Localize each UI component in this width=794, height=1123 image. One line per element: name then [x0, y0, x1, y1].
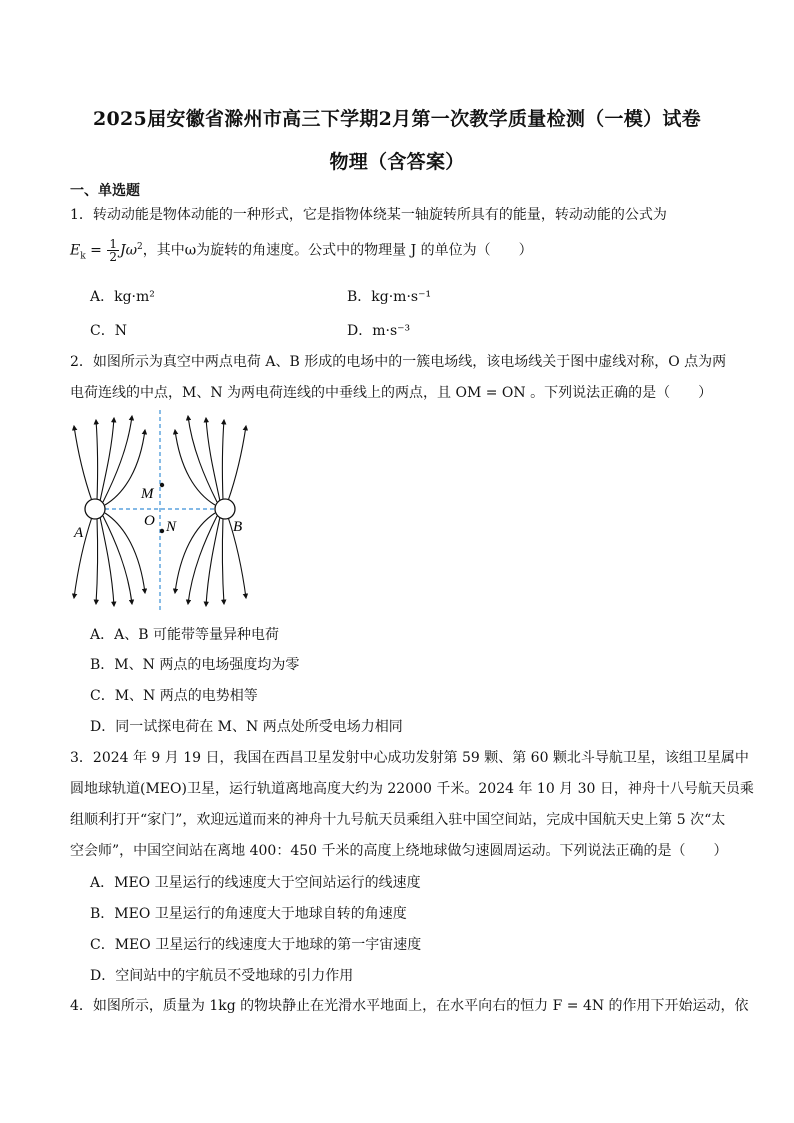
- q2-text-line1: 2．如图所示为真空中两点电荷 A、B 形成的电场中的一簇电场线，该电场线关于图中虚线对称，O 点为两: [70, 354, 727, 370]
- q2-option-d[interactable]: D．同一试探电荷在 M、N 两点处所受电场力相同: [90, 719, 403, 735]
- q1-formula-rhs: Jω: [119, 242, 138, 259]
- q1-option-c[interactable]: C．N: [90, 323, 127, 339]
- field-line: [206, 418, 220, 501]
- q1-formula-sup: 2: [137, 241, 143, 252]
- q1-text-line2: ，其中ω为旋转的角速度。公式中的物理量 J 的单位为（ ）: [142, 242, 533, 259]
- q1-formula-lhs: E: [70, 242, 81, 259]
- field-line: [103, 416, 132, 502]
- q1-formula-denominator: 2: [109, 250, 117, 264]
- q1-formula-line: [70, 238, 533, 263]
- q3-text-line4: 空会师”，中国空间站在离地 400：450 千米的高度上绕地球做匀速圆周运动。下列说法正确的是（ ）: [70, 843, 728, 859]
- field-line: [105, 513, 145, 593]
- field-line: [74, 426, 92, 501]
- label-a: A: [74, 525, 84, 541]
- label-o: O: [144, 513, 155, 529]
- label-n: N: [166, 519, 177, 535]
- field-line: [206, 517, 220, 606]
- q1-option-a[interactable]: A．kg·m²: [90, 289, 155, 305]
- q4-text-line1: 4．如图所示，质量为 1kg 的物块静止在光滑水平地面上，在水平向右的恒力 F = 4N 的作用下开始运动，依: [70, 998, 749, 1014]
- q1-text-line1: 1．转动动能是物体动能的一种形式，它是指物体绕某一轴旋转所具有的能量，转动动能的公式为: [70, 207, 667, 223]
- document-title-line1: 2025届安徽省滁州市高三下学期2月第一次教学质量检测（一模）试卷: [92, 108, 701, 130]
- q3-text-line1: 3．2024 年 9 月 19 日，我国在西昌卫星发射中心成功发射第 59 颗、第 60 颗北斗导航卫星，该组卫星属中: [70, 750, 749, 766]
- q2-option-c[interactable]: C．M、N 两点的电势相等: [90, 688, 258, 704]
- field-line: [222, 420, 224, 500]
- q3-option-c[interactable]: C．MEO 卫星运行的线速度大于地球的第一宇宙速度: [90, 937, 422, 953]
- q2-text-line2: 电荷连线的中点，M、N 为两电荷连线的中垂线上的两点，且 OM = ON 。下列说法正确的是（ ）: [70, 385, 713, 401]
- electric-field-diagram: [70, 408, 260, 613]
- label-m: M: [141, 486, 154, 502]
- q1-formula-sub: k: [80, 251, 86, 262]
- field-line: [175, 513, 215, 593]
- q2-option-a[interactable]: A．A、B 可能带等量异种电荷: [90, 627, 279, 643]
- q1-option-d[interactable]: D．m·s⁻³: [347, 323, 411, 339]
- q3-text-line2: 圆地球轨道(MEO)卫星，运行轨道离地高度大约为 22000 千米。2024 年 10 月 30 日，神舟十八号航天员乘: [70, 781, 754, 797]
- field-line: [222, 518, 224, 604]
- q1-option-b[interactable]: B．kg·m·s⁻¹: [347, 289, 432, 305]
- charge-b: [215, 499, 235, 519]
- field-line: [100, 418, 114, 501]
- q3-option-d[interactable]: D．空间站中的宇航员不受地球的引力作用: [90, 968, 354, 984]
- field-line: [188, 416, 217, 502]
- label-b: B: [233, 519, 243, 535]
- point-m: [160, 483, 164, 487]
- field-line: [96, 518, 98, 604]
- field-line: [96, 420, 98, 500]
- q1-formula-numerator: 1: [109, 237, 117, 251]
- field-line: [228, 426, 246, 501]
- q1-formula-eq: =: [85, 242, 107, 259]
- field-line: [188, 516, 217, 604]
- charge-a: [85, 499, 105, 519]
- q3-option-a[interactable]: A．MEO 卫星运行的线速度大于空间站运行的线速度: [90, 875, 421, 891]
- q3-option-b[interactable]: B．MEO 卫星运行的角速度大于地球自转的角速度: [90, 906, 407, 922]
- document-title-line2: 物理（含答案）: [329, 151, 465, 173]
- q1-formula-fraction: [107, 238, 119, 263]
- q3-text-line3: 组顺利打开“家门”，欢迎远道而来的神舟十九号航天员乘组入驻中国空间站，完成中国航天史上第 5 次“太: [70, 812, 726, 828]
- q2-option-b[interactable]: B．M、N 两点的电场强度均为零: [90, 657, 300, 673]
- field-line: [100, 517, 114, 606]
- field-line: [103, 516, 132, 604]
- section-heading: 一、单选题: [70, 183, 140, 199]
- point-n: [160, 529, 164, 533]
